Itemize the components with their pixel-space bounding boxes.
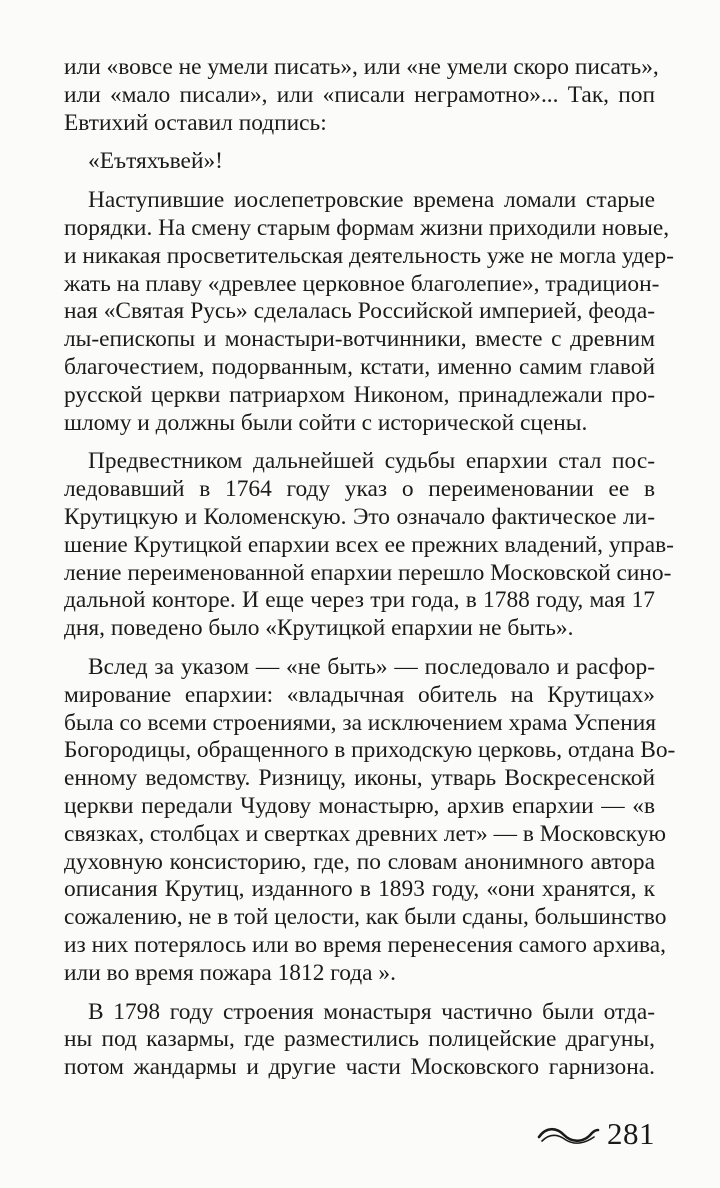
text-line: В 1798 году строения монастыря частично были отда- xyxy=(88,998,655,1025)
text-line: «Еътяхъвей»! xyxy=(88,148,223,175)
text-line: из них потерялось или во время перенесения самого архива, xyxy=(64,931,667,958)
page-footer xyxy=(536,1116,660,1156)
text-line: Вслед за указом — «не быть» — последовало и расфор- xyxy=(88,653,655,680)
text-line: Наступившие иослепетровские времена ломали старые xyxy=(88,187,655,214)
text-line: Предвестником дальнейшей судьбы епархии стал пос- xyxy=(88,448,655,475)
text-line: или «вовсе не умели писать», или «не умели скоро писать», xyxy=(64,54,659,80)
text-line: дальной конторе. И еще через три года, в 1788 году, мая 17 xyxy=(64,587,655,614)
text-line: или «мало писали», или «писали неграмотно»... Так, поп xyxy=(64,81,655,108)
text-line: ледовавший в 1764 году указ о переименовании ее в xyxy=(64,476,655,503)
text-line: дня, поведено было «Крутицкой епархии не быть». xyxy=(64,615,574,642)
text-line: церкви передали Чудову монастырю, архив епархии — «в xyxy=(64,792,655,819)
paragraph xyxy=(64,999,655,1082)
text-line: была со всеми строениями, за исключением храма Успения xyxy=(64,709,656,736)
text-line: или во время пожара 1812 года ». xyxy=(64,959,396,986)
text-line: русской церкви патриархом Никоном, принадлежали про- xyxy=(64,381,655,408)
body-text xyxy=(64,54,676,1093)
text-line: шение Крутицкой епархии всех ее прежних владений, управ- xyxy=(64,531,674,558)
text-line: духовную консисторию, где, по словам анонимного автора xyxy=(64,848,655,875)
text-line: связках, столбцах и свертках древних лет» — в Московскую xyxy=(64,820,666,847)
paragraph xyxy=(64,54,659,137)
tilde-ornament-icon xyxy=(536,1124,600,1148)
text-line: шлому и должны были сойти с исторической сцены. xyxy=(64,409,588,436)
text-line: Евтихий оставил подпись: xyxy=(64,109,327,136)
page-number: 281 xyxy=(607,1116,655,1151)
text-line: ны под казармы, где разместились полицейские драгуны, xyxy=(64,1026,655,1053)
text-line: описания Крутиц, изданного в 1893 году, «они хранятся, к xyxy=(64,876,655,903)
text-line: потом жандармы и другие части Московского гарнизона. xyxy=(64,1054,655,1081)
text-line: мирование епархии: «владычная обитель на Крутицах» xyxy=(64,681,655,708)
paragraph xyxy=(64,187,674,437)
text-line: ная «Святая Русь» сделалась Российской империей, феода- xyxy=(64,298,655,325)
text-line: и никакая просветительская деятельность уже не могла удер- xyxy=(64,242,674,269)
text-line: сожалению, не в той целости, как были сданы, большинство xyxy=(64,904,667,931)
paragraph xyxy=(64,148,655,176)
paragraph xyxy=(64,448,674,643)
paragraph xyxy=(64,653,676,988)
text-line: енному ведомству. Ризницу, иконы, утварь Воскресенской xyxy=(64,765,655,792)
text-line: Крутицкую и Коломенскую. Это означало фактическое ли- xyxy=(64,503,655,530)
text-line: порядки. На смену старым формам жизни приходили новые, xyxy=(64,214,670,241)
text-line: ление переименованной епархии перешло Московской сино- xyxy=(64,559,672,586)
text-line: лы-епископы и монастыри-вотчинники, вместе с древним xyxy=(64,326,655,353)
text-line: Богородицы, обращенного в приходскую церковь, отдана Во- xyxy=(64,737,676,764)
text-line: благочестием, подорванным, кстати, именно самим главой xyxy=(64,353,655,380)
text-line: жать на плаву «древлее церковное благолепие», традицион- xyxy=(64,270,660,297)
